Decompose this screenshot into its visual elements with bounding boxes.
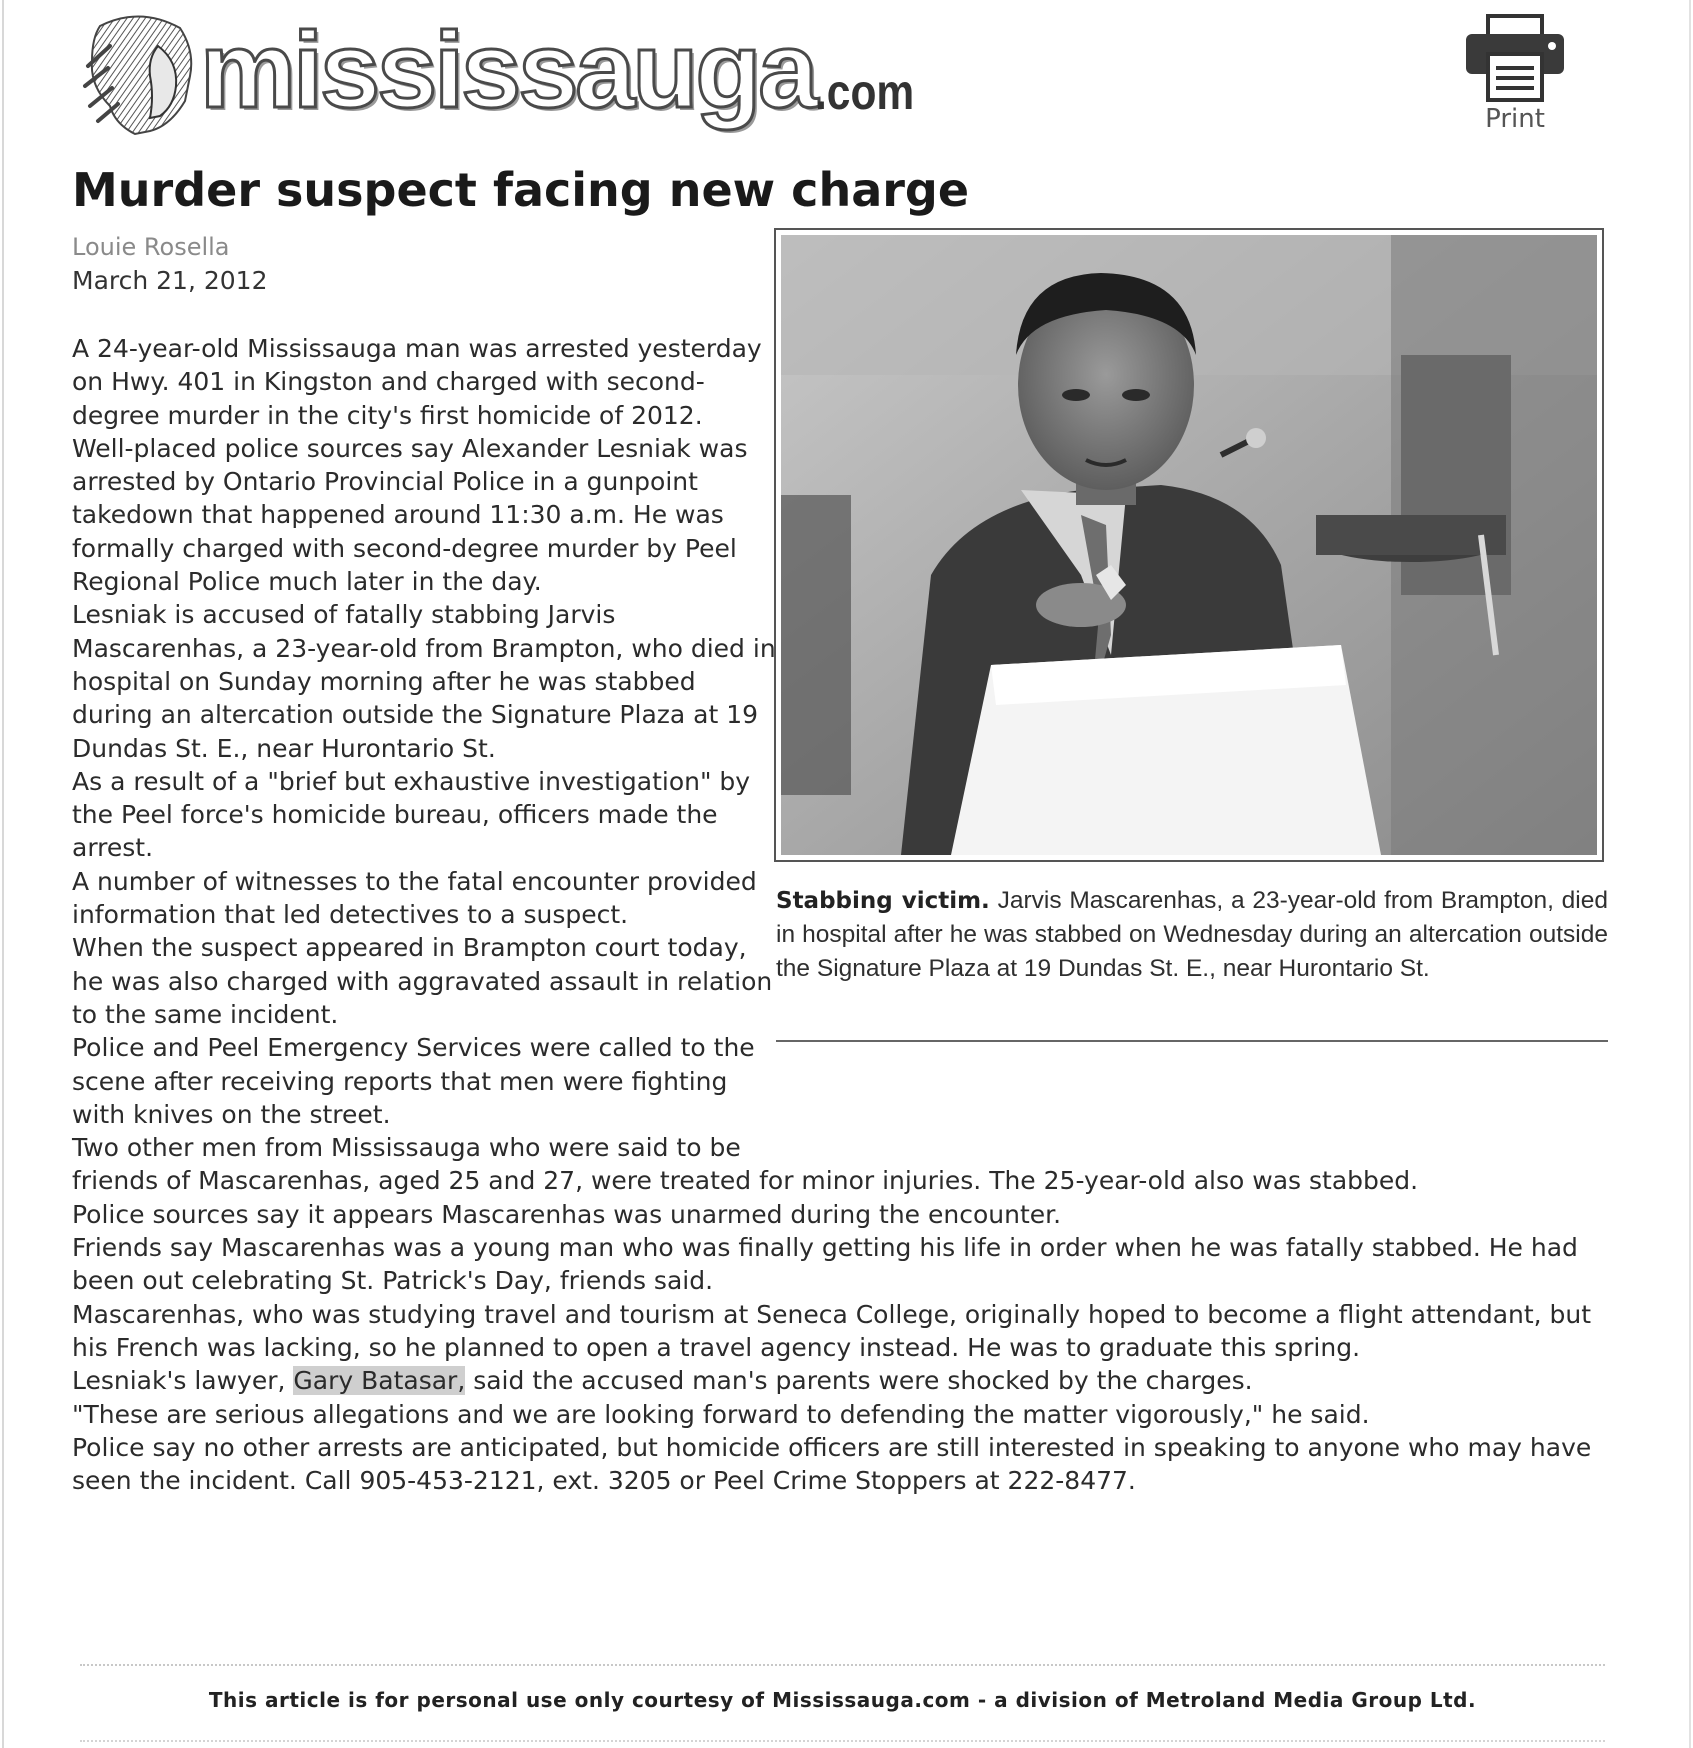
article-paragraph: Two other men from Mississauga who were said to be friends of Mascarenhas, aged 25 and 27, were treated for minor injuries. The 25-year-old also was stabbed. [72,1133,1419,1196]
lawyer-text-after: said the accused man's parents were shocked by the charges. [465,1366,1253,1396]
scan-edge-left [2,0,4,1748]
lawyer-paragraph [72,1364,1632,1397]
article-paragraph: "These are serious allegations and we are looking forward to defending the matter vigorously," he said. [72,1399,1370,1429]
article-paragraph: Police sources say it appears Mascarenhas was unarmed during the encounter. [72,1199,1062,1229]
article-date: March 21, 2012 [72,266,268,295]
article-paragraph: Mascarenhas, who was studying travel and tourism at Seneca College, originally hoped to become a flight attendant, but his French was lacking, so he planned to open a travel agency instead. He was to graduate this spring. [72,1299,1592,1362]
print-label: Print [1485,104,1545,134]
footer-divider-top [80,1664,1605,1666]
article-paragraph: Police say no other arrests are anticipated, but homicide officers are still interested in speaking to anyone who may have seen the incident. Call 905-453-2121, ext. 3205 or Peel Crime Stoppers at 222-8477. [72,1432,1592,1496]
article-paragraph: Well-placed police sources say Alexander Lesniak was arrested by Ontario Provincial Police in a gunpoint takedown that happened around 11:30 a.m. He was formally charged with second-degree murder by Peel Regional Police much later in the day. [72,433,748,597]
article-paragraph: Friends say Mascarenhas was a young man who was finally getting his life in order when he was fatally stabbed. He had been out celebrating St. Patrick's Day, friends said. [72,1233,1578,1296]
headdress-logo-icon [80,6,205,136]
article-paragraph: A number of witnesses to the fatal encounter provided information that led detectives to a suspect. [72,866,757,930]
logo-wordmark: mississauga [200,9,816,130]
lawyer-name-highlight: Gary Batasar, [293,1366,466,1396]
article-title: Murder suspect facing new charge [72,163,970,217]
article-paragraph: A 24-year-old Mississauga man was arrested yesterday on Hwy. 401 in Kingston and charged with second-degree murder in the city's first homicide of 2012. [72,334,762,430]
photo-caption-lead: Stabbing victim. [776,888,990,914]
print-button[interactable] [1450,14,1580,144]
article-paragraph: As a result of a "brief but exhaustive investigation" by the Peel force's homicide bureau, officers made the arrest. [72,766,751,863]
photo-float-spacer [784,332,1632,1146]
article-author[interactable]: Louie Rosella [72,233,230,261]
article-body [72,332,1632,1497]
article-paragraph: When the suspect appeared in Brampton court today, he was also charged with aggravated assault in relation to the same incident. [72,933,773,1029]
article-paragraph: Police and Peel Emergency Services were called to the scene after receiving reports that men were fighting with knives on the street. [72,1033,755,1129]
article-paragraph: Lesniak is accused of fatally stabbing Jarvis Mascarenhas, a 23-year-old from Brampton, who died in hospital on Sunday morning after he was stabbed during an altercation outside the Signature Plaza at 19 Dundas St. E., near Hurontario St. [72,600,776,763]
printer-icon [1460,14,1570,104]
footer-divider-bottom [80,1740,1605,1742]
scan-edge-right [1689,0,1691,1748]
site-logo[interactable] [80,6,960,136]
photo-caption-text: Jarvis Mascarenhas, a 23-year-old from Brampton, died in hospital after he was stabbed on Wednesday during an altercation outside the Signature Plaza at 19 Dundas St. E., near Hurontario St. [776,887,1608,982]
footer-notice: This article is for personal use only courtesy of Mississauga.com - a division of Metroland Media Group Ltd. [208,1688,1477,1712]
lawyer-text-before: Lesniak's lawyer, [72,1366,294,1396]
logo-domain-suffix: .com [815,64,915,120]
